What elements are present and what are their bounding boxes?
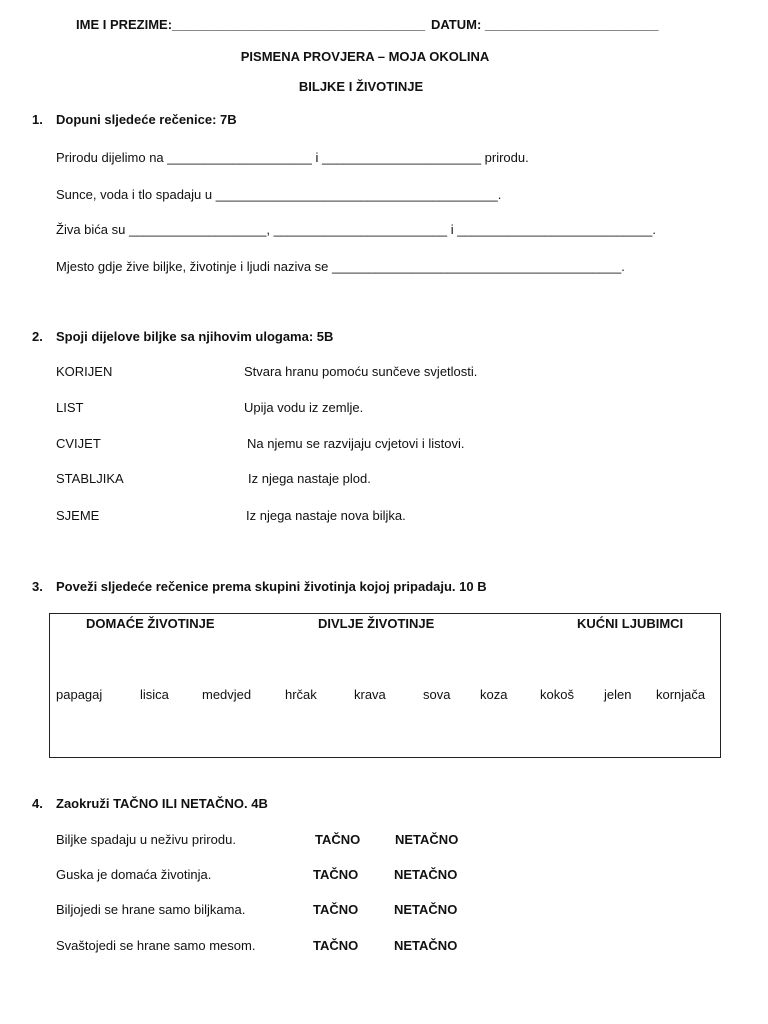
animal-word: sova: [423, 687, 451, 702]
plant-role: Iz njega nastaje plod.: [248, 471, 371, 486]
q2-heading: Spoji dijelove biljke sa njihovim ulogama: 5B: [56, 329, 334, 344]
true-option[interactable]: TAČNO: [313, 902, 359, 917]
plant-part: STABLJIKA: [56, 471, 124, 486]
plant-part: SJEME: [56, 508, 100, 523]
q1-line[interactable]: Sunce, voda i tlo spadaju u _______________________________________.: [56, 187, 502, 202]
q4-number: 4.: [32, 796, 43, 811]
animal-word: koza: [480, 687, 508, 702]
group-domestic: DOMAĆE ŽIVOTINJE: [86, 616, 215, 631]
animal-word: lisica: [140, 687, 169, 702]
q1-number: 1.: [32, 112, 43, 127]
page-title: PISMENA PROVJERA – MOJA OKOLINA: [240, 49, 490, 64]
tf-statement: Svaštojedi se hrane samo mesom.: [56, 938, 256, 953]
plant-part: CVIJET: [56, 436, 101, 451]
q1-line[interactable]: Mjesto gdje žive biljke, životinje i ljudi naziva se ________________________________________.: [56, 259, 625, 274]
false-option[interactable]: NETAČNO: [395, 832, 459, 847]
plant-role: Upija vodu iz zemlje.: [244, 400, 364, 415]
plant-role: Na njemu se razvijaju cvjetovi i listovi.: [247, 436, 465, 451]
plant-part: KORIJEN: [56, 364, 113, 379]
plant-role: Iz njega nastaje nova biljka.: [246, 508, 406, 523]
date-line[interactable]: DATUM: ________________________: [431, 17, 659, 32]
q1-line[interactable]: Prirodu dijelimo na ____________________ i ______________________ prirodu.: [56, 150, 529, 165]
animal-word: kokoš: [540, 687, 574, 702]
false-option[interactable]: NETAČNO: [394, 902, 458, 917]
name-line[interactable]: IME I PREZIME:___________________________________: [76, 17, 426, 32]
false-option[interactable]: NETAČNO: [394, 867, 458, 882]
q3-heading: Poveži sljedeće rečenice prema skupini životinja kojoj pripadaju. 10 B: [56, 579, 487, 594]
animal-groups-box: [49, 613, 721, 758]
plant-role: Stvara hranu pomoću sunčeve svjetlosti.: [244, 364, 478, 379]
q4-heading: Zaokruži TAČNO ILI NETAČNO. 4B: [56, 796, 268, 811]
tf-statement: Guska je domaća životinja.: [56, 867, 212, 882]
animal-word: kornjača: [656, 687, 706, 702]
q1-line[interactable]: Živa bića su ___________________, ________________________ i ___________________________.: [56, 222, 657, 237]
animal-word: medvjed: [202, 687, 252, 702]
true-option[interactable]: TAČNO: [315, 832, 361, 847]
q2-number: 2.: [32, 329, 43, 344]
tf-statement: Biljojedi se hrane samo biljkama.: [56, 902, 246, 917]
plant-part: LIST: [56, 400, 84, 415]
q1-heading: Dopuni sljedeće rečenice: 7B: [56, 112, 237, 127]
animal-word: hrčak: [285, 687, 317, 702]
animal-word: jelen: [604, 687, 632, 702]
animal-word: papagaj: [56, 687, 103, 702]
page-subtitle: BILJKE I ŽIVOTINJE: [298, 79, 424, 94]
q3-number: 3.: [32, 579, 43, 594]
animal-word: krava: [354, 687, 386, 702]
false-option[interactable]: NETAČNO: [394, 938, 458, 953]
true-option[interactable]: TAČNO: [313, 938, 359, 953]
tf-statement: Biljke spadaju u neživu prirodu.: [56, 832, 236, 847]
true-option[interactable]: TAČNO: [313, 867, 359, 882]
group-pets: KUĆNI LJUBIMCI: [577, 616, 684, 631]
group-wild: DIVLJE ŽIVOTINJE: [318, 616, 435, 631]
